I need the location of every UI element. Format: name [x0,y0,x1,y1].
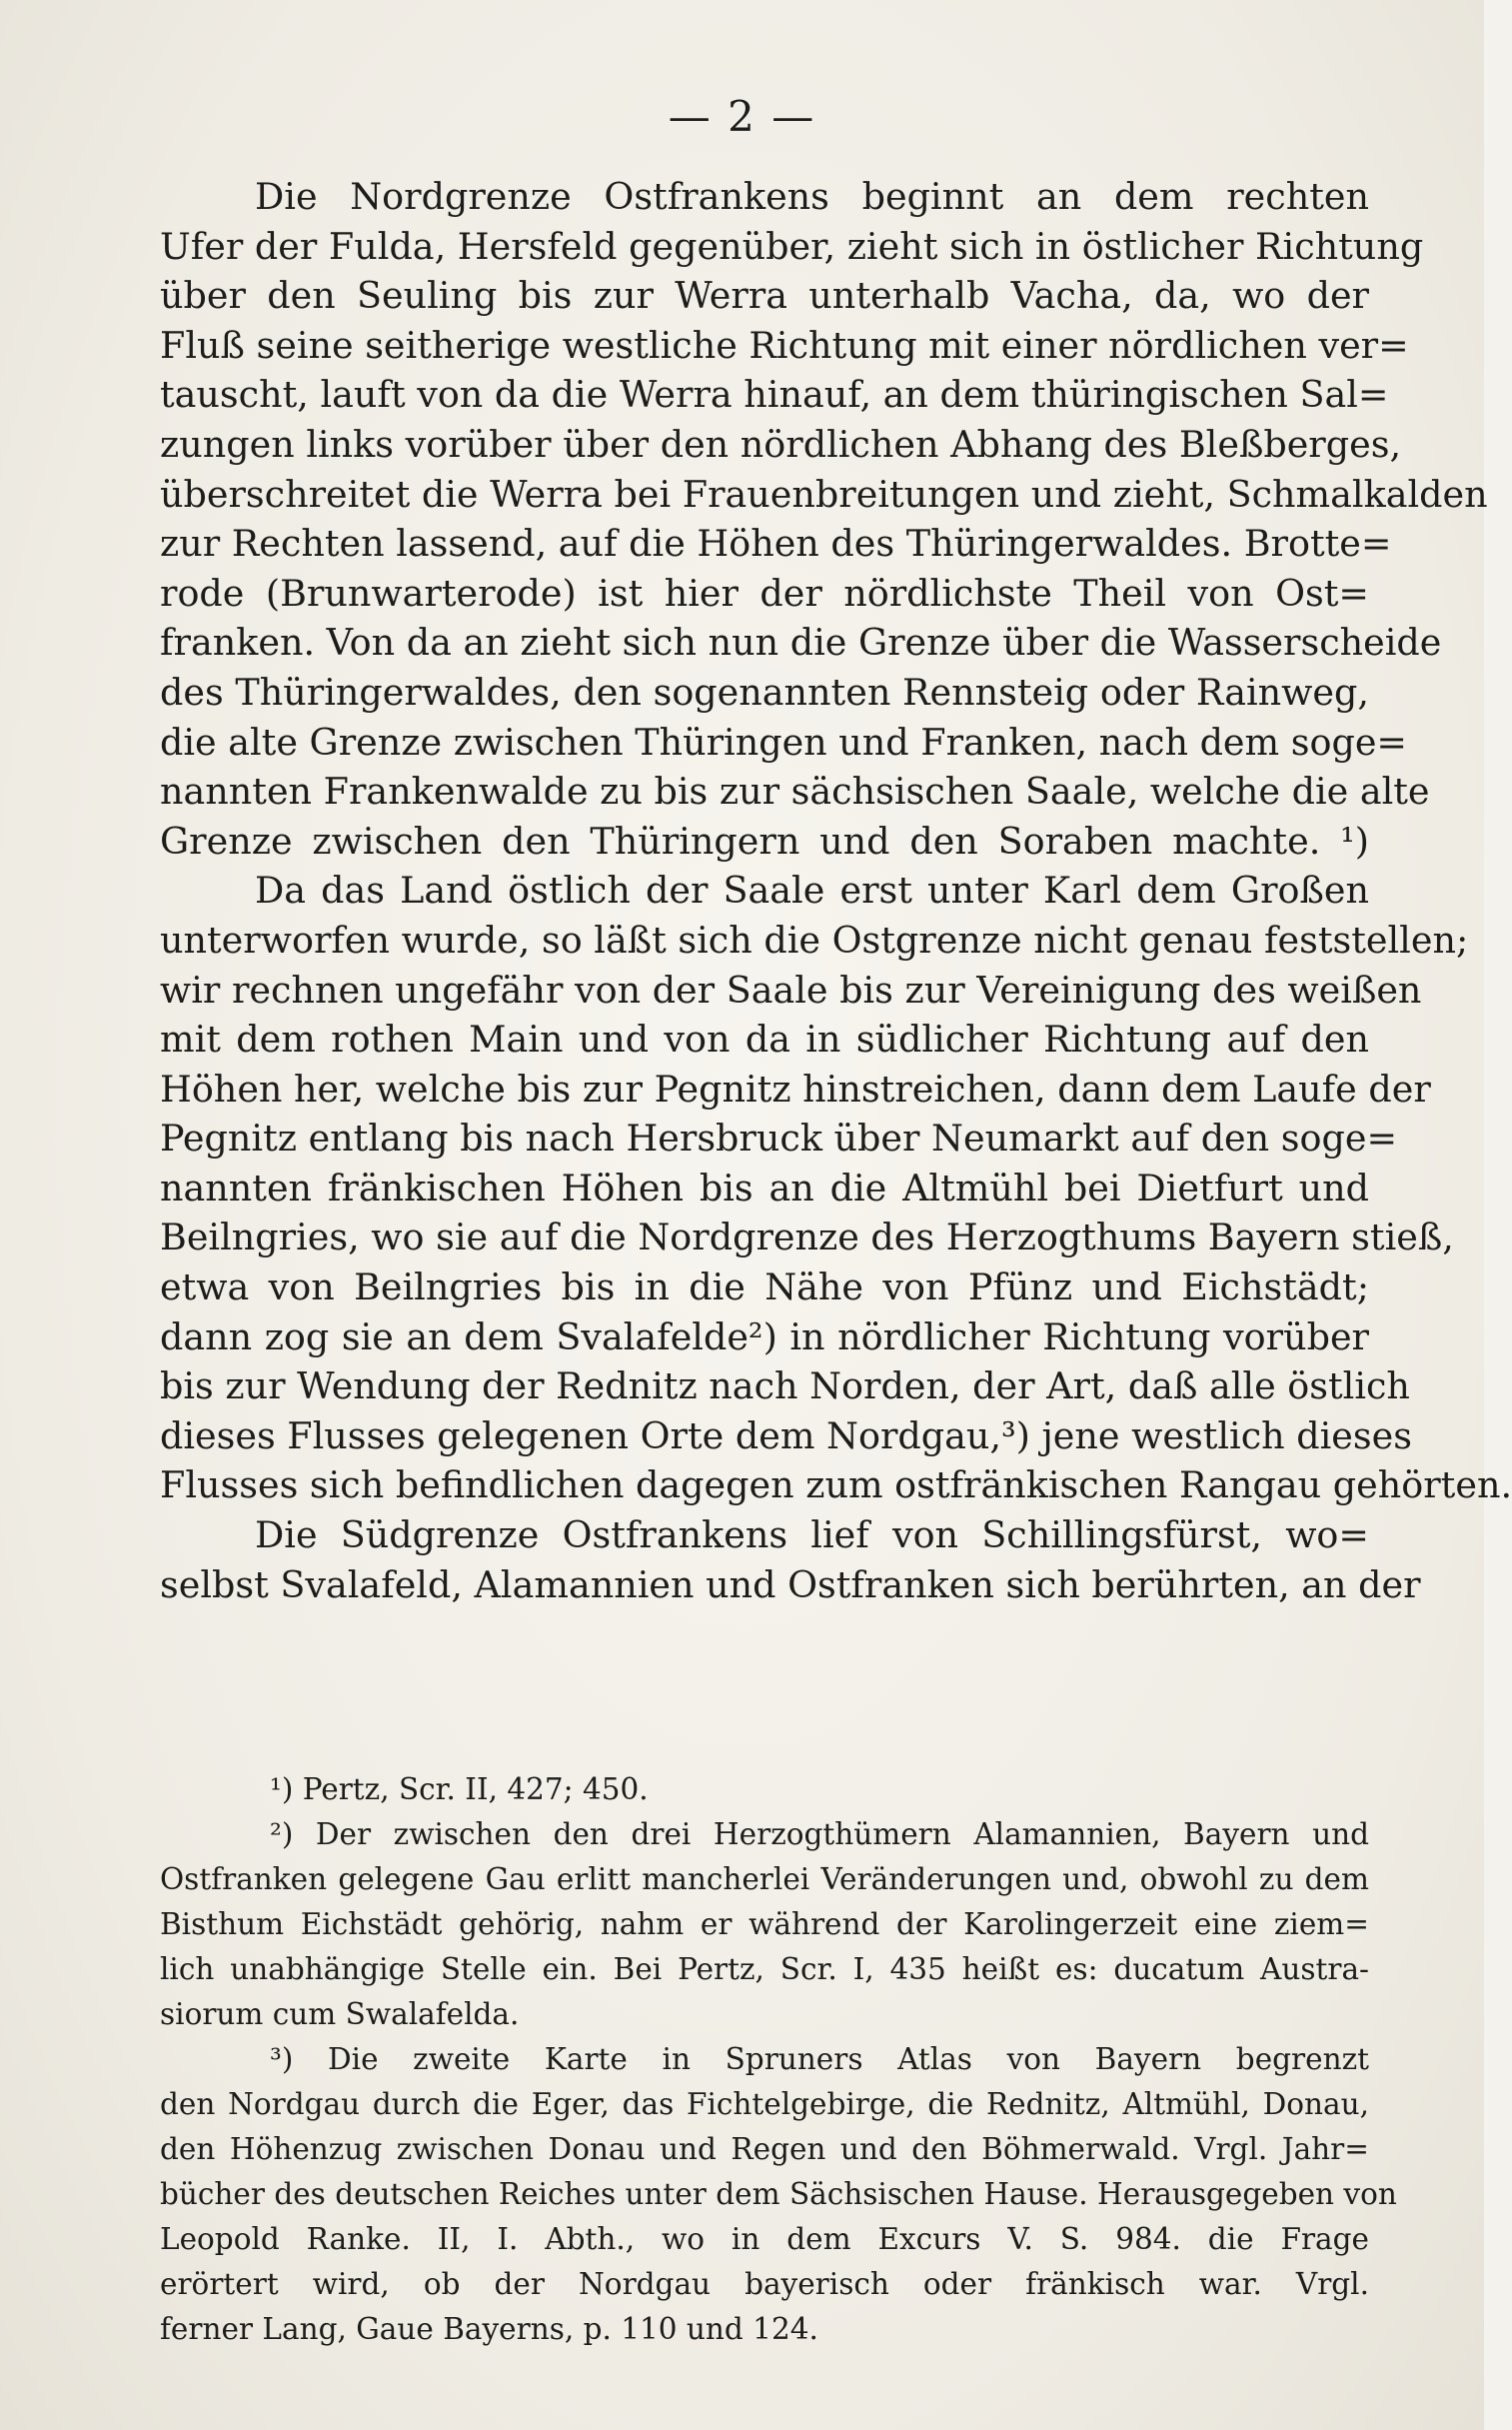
body-line: über den Seuling bis zur Werra unterhalb Vacha, da, wo der [160,274,1369,318]
footnote-line: erörtert wird, ob der Nordgau bayerisch oder fränkisch war. Vrgl. [160,2267,1369,2301]
body-line: nannten fränkischen Höhen bis an die Altmühl bei Dietfurt und [160,1166,1369,1210]
footnote-line: den Höhenzug zwischen Donau und Regen und den Böhmerwald. Vrgl. Jahr= [160,2132,1369,2166]
body-line: überschreitet die Werra bei Frauenbreitungen und zieht, Schmalkalden [160,472,1488,516]
body-line: zur Rechten lassend, auf die Höhen des Thüringerwaldes. Brotte= [160,522,1392,566]
body-line: tauscht, lauft von da die Werra hinauf, an dem thüringischen Sal= [160,373,1389,417]
body-line: franken. Von da an zieht sich nun die Grenze über die Wasserscheide [160,621,1442,665]
footnote-line: den Nordgau durch die Eger, das Fichtelgebirge, die Rednitz, Altmühl, Donau, [160,2087,1369,2121]
footnote-line: ²) Der zwischen den drei Herzogthümern Alamannien, Bayern und [270,1817,1369,1851]
footnote-line: ¹) Pertz, Scr. II, 427; 450. [270,1772,649,1806]
body-line: mit dem rothen Main und von da in südlicher Richtung auf den [160,1018,1369,1062]
body-line: Pegnitz entlang bis nach Hersbruck über Neumarkt auf den soge= [160,1117,1398,1161]
body-line: Höhen her, welche bis zur Pegnitz hinstreichen, dann dem Laufe der [160,1067,1431,1111]
body-line: Flusses sich befindlichen dagegen zum ostfränkischen Rangau gehörten. [160,1463,1512,1507]
main-text [160,172,1512,1609]
footnote-line: Leopold Ranke. II, I. Abth., wo in dem Excurs V. S. 984. die Frage [160,2222,1369,2256]
body-line: zungen links vorüber über den nördlichen Abhang des Bleßberges, [160,422,1402,466]
footnote-line: ferner Lang, Gaue Bayerns, p. 110 und 124. [160,2312,818,2346]
body-line: des Thüringerwaldes, den sogenannten Rennsteig oder Rainweg, [160,670,1369,714]
body-line: Grenze zwischen den Thüringern und den Soraben machte. ¹) [160,819,1369,863]
footnote-line: siorum cum Swalafelda. [160,1997,520,2031]
body-line: rode (Brunwarterode) ist hier der nördlichste Theil von Ost= [160,571,1369,615]
body-line: die alte Grenze zwischen Thüringen und Franken, nach dem soge= [160,720,1408,764]
body-line: selbst Svalafeld, Alamannien und Ostfranken sich berührten, an der [160,1562,1421,1606]
body-line: Da das Land östlich der Saale erst unter Karl dem Großen [255,869,1369,913]
body-line: nannten Frankenwalde zu bis zur sächsischen Saale, welche die alte [160,770,1430,814]
body-line: dieses Flusses gelegenen Orte dem Nordgau,³) jene westlich dieses [160,1413,1412,1457]
body-line: Beilngries, wo sie auf die Nordgrenze des Herzogthums Bayern stieß, [160,1215,1454,1259]
footnote-line: Bisthum Eichstädt gehörig, nahm er während der Karolingerzeit eine ziem= [160,1907,1369,1941]
body-line: unterworfen wurde, so läßt sich die Ostgrenze nicht genau feststellen; [160,918,1469,962]
body-line: Die Nordgrenze Ostfrankens beginnt an dem rechten [255,175,1369,218]
footnote-line: Ostfranken gelegene Gau erlitt mancherlei Veränderungen und, obwohl zu dem [160,1862,1369,1896]
footnote-line: bücher des deutschen Reiches unter dem Sächsischen Hause. Herausgegeben von [160,2177,1397,2211]
body-line: bis zur Wendung der Rednitz nach Norden, der Art, daß alle östlich [160,1364,1410,1408]
footnotes [160,1767,1397,2352]
body-line: dann zog sie an dem Svalafelde²) in nördlicher Richtung vorüber [160,1314,1369,1358]
footnote-line: lich unabhängige Stelle ein. Bei Pertz, Scr. I, 435 heißt es: ducatum Austra- [160,1952,1369,1986]
body-line: Fluß seine seitherige westliche Richtung mit einer nördlichen ver= [160,323,1409,367]
footnote-line: ³) Die zweite Karte in Spruners Atlas von Bayern begrenzt [270,2042,1369,2076]
page-number: — 2 — [668,92,816,141]
body-line: etwa von Beilngries bis in die Nähe von Pfünz und Eichstädt; [160,1265,1369,1309]
body-line: Die Südgrenze Ostfrankens lief von Schillingsfürst, wo= [255,1513,1369,1557]
body-line: wir rechnen ungefähr von der Saale bis zur Vereinigung des weißen [160,968,1422,1012]
body-line: Ufer der Fulda, Hersfeld gegenüber, zieht sich in östlicher Richtung [160,224,1424,268]
